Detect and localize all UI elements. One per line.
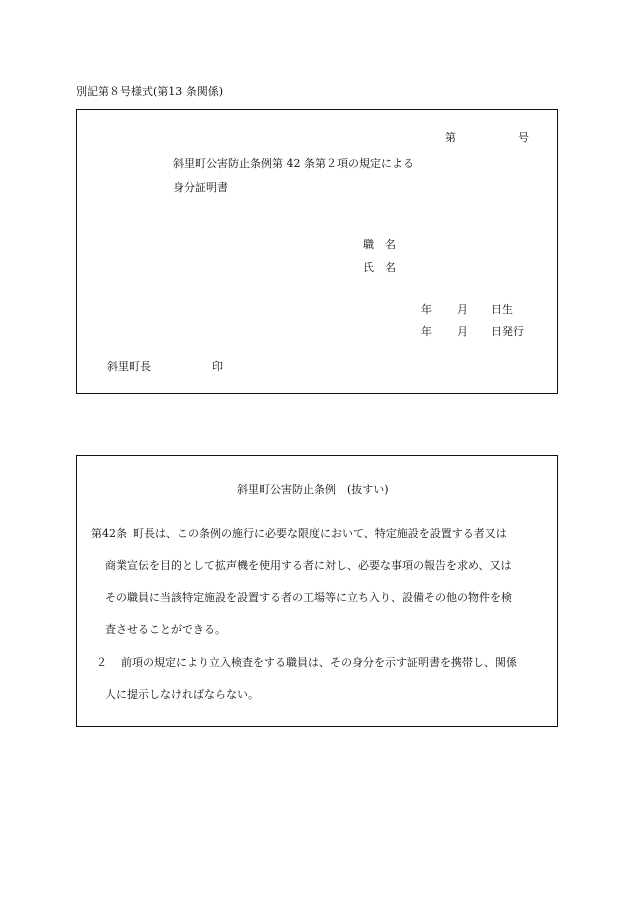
paragraph2-line: 人に提示しなければならない。 (105, 688, 259, 701)
seal-mark: 印 (212, 360, 223, 373)
paragraph2-line: 前項の規定により立入検査をする職員は、その身分を示す証明書を携帯し、関係 (121, 656, 517, 669)
card-heading-line1: 斜里町公害防止条例第 42 条第２項の規定による (173, 157, 414, 170)
article-number: 第42条 (91, 527, 127, 540)
paragraph2-number: ２ (96, 656, 107, 669)
issue-year: 年 (421, 325, 432, 338)
card-number-suffix: 号 (518, 131, 529, 144)
birth-day: 日生 (491, 303, 513, 316)
paragraph1-line: 町長は、この条例の施行に必要な限度において、特定施設を設置する者又は (133, 527, 507, 540)
excerpt-title: 斜里町公害防止条例 (抜すい) (237, 483, 389, 496)
birth-year: 年 (421, 303, 432, 316)
form-title: 別記第８号様式(第13 条関係) (76, 85, 224, 98)
card-number-prefix: 第 (445, 131, 456, 144)
name-label: 氏 名 (363, 261, 396, 274)
birth-month: 月 (457, 303, 468, 316)
identification-card (76, 109, 558, 394)
mayor-label: 斜里町長 (107, 360, 151, 373)
article-continued-lines (105, 550, 512, 646)
issue-month: 月 (457, 325, 468, 338)
issue-day: 日発行 (491, 325, 524, 338)
paragraph1-line: その職員に当該特定施設を設置する者の工場等に立ち入り、設備その他の物件を検 (105, 591, 512, 604)
paragraph2-continued-lines (105, 679, 259, 711)
paragraph1-line: 商業宣伝を目的として拡声機を使用する者に対し、必要な事項の報告を求め、又は (105, 559, 512, 572)
ordinance-excerpt (76, 455, 558, 727)
article-first-line-block (133, 518, 507, 550)
paragraph2-first-line-block (121, 647, 517, 679)
card-heading-line2: 身分証明書 (173, 181, 228, 194)
position-label: 職 名 (363, 238, 396, 251)
paragraph1-line: 査させることができる。 (105, 623, 226, 636)
